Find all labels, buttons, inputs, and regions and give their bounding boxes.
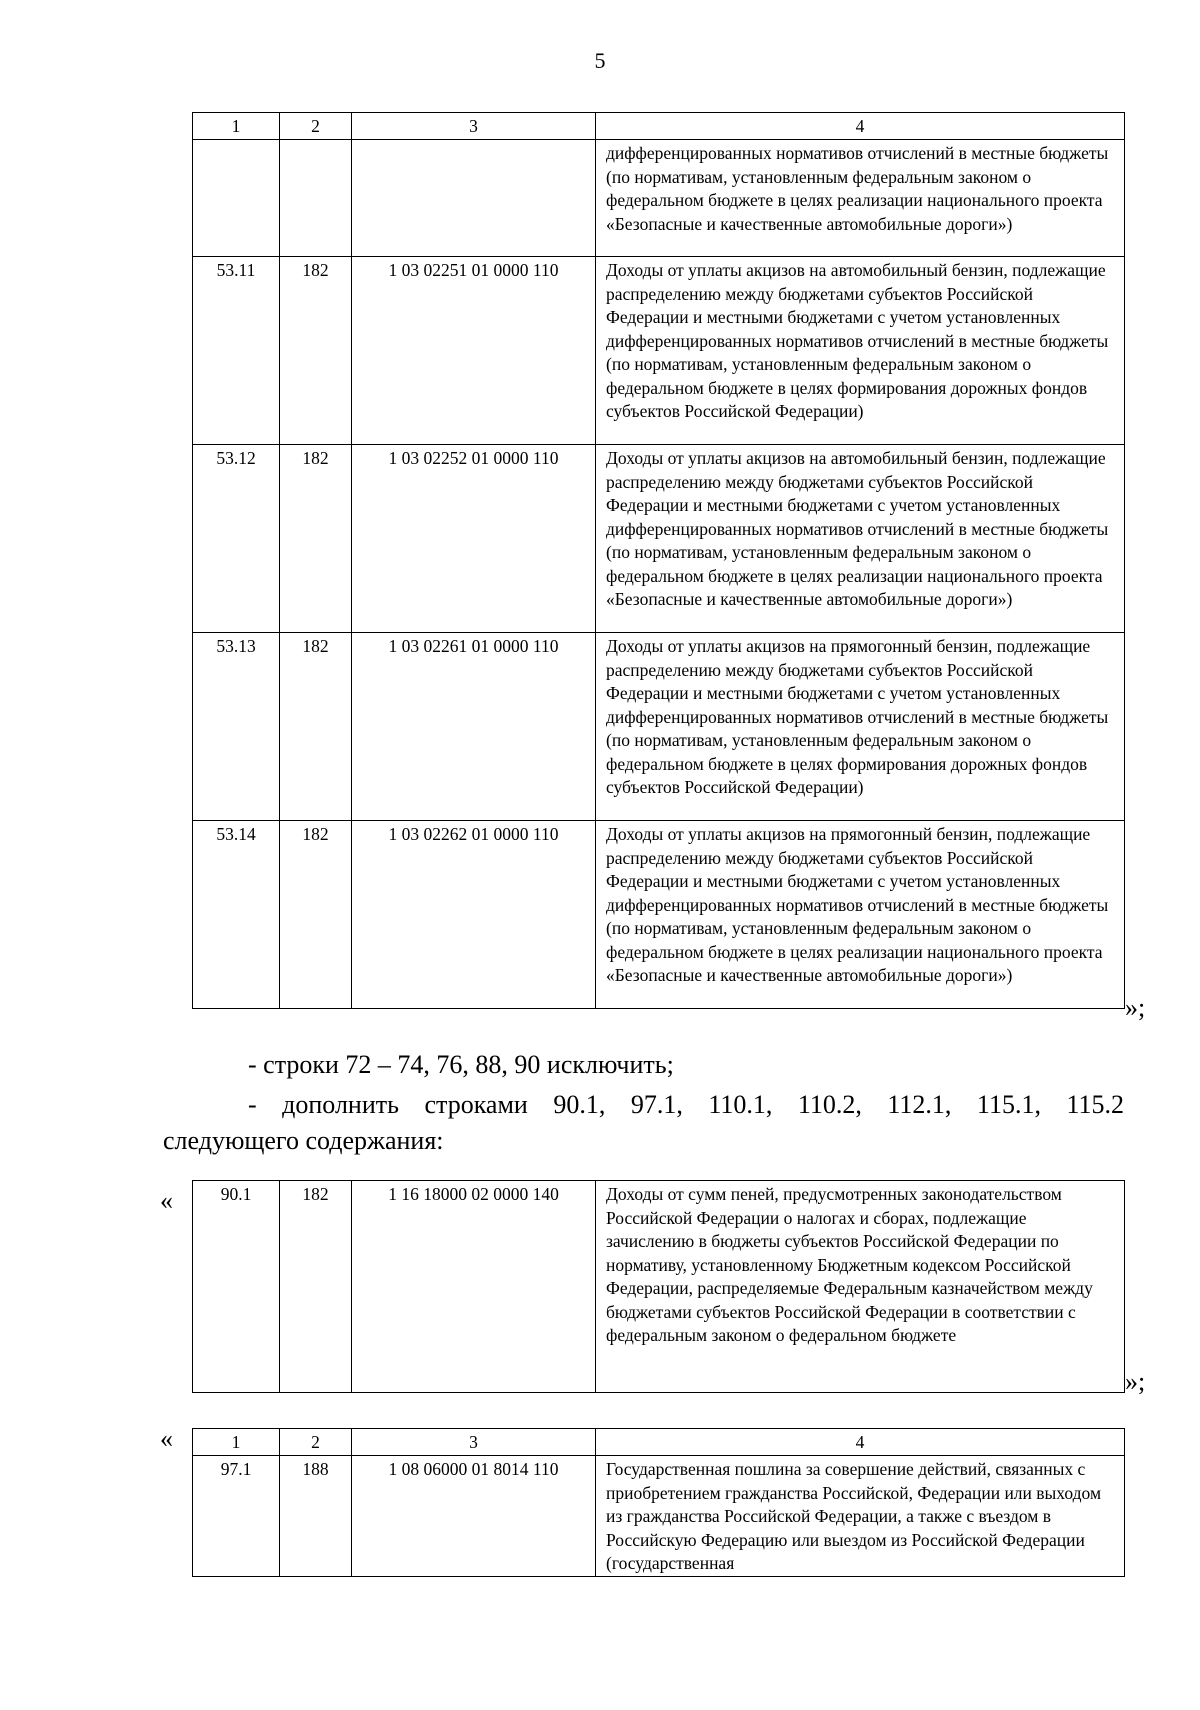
- closing-quote: »;: [1125, 993, 1146, 1022]
- table-row: [193, 140, 1125, 257]
- row-admin-code: 182: [280, 257, 352, 445]
- row-admin-code: 182: [280, 445, 352, 633]
- table-row: [193, 821, 1125, 1009]
- row-description: Доходы от уплаты акцизов на автомобильный бензин, подлежащие распределению между бюджетами субъектов Российской Федерации и местными бюджетами с учетом установленных дифференцированных нормативов отчислений в местные бюджеты (по нормативам, установленным федеральным законом о федеральном бюджете в целях реализации национального проекта «Безопасные и качественные автомобильные дороги»): [596, 445, 1125, 633]
- row-number: 53.11: [193, 257, 280, 445]
- opening-quote: «: [160, 1424, 173, 1453]
- page-number: 5: [594, 48, 606, 73]
- row-admin-code: 188: [280, 1456, 352, 1577]
- row-number: 90.1: [193, 1181, 280, 1393]
- row-budget-code: 1 03 02251 01 0000 110: [352, 257, 596, 445]
- table-header-row: [193, 113, 1125, 140]
- table-header-row: [193, 1429, 1125, 1456]
- row-admin-code: 182: [280, 1181, 352, 1393]
- row-number: 53.14: [193, 821, 280, 1009]
- row-description: Доходы от уплаты акцизов на прямогонный бензин, подлежащие распределению между бюджетами субъектов Российской Федерации и местными бюджетами с учетом установленных дифференцированных нормативов отчислений в местные бюджеты (по нормативам, установленным федеральным законом о федеральном бюджете в целях реализации национального проекта «Безопасные и качественные автомобильные дороги»): [596, 821, 1125, 1009]
- column-header: 1: [193, 1429, 280, 1456]
- row-budget-code: 1 16 18000 02 0000 140: [352, 1181, 596, 1393]
- column-header: 4: [596, 1429, 1125, 1456]
- row-budget-code: 1 03 02262 01 0000 110: [352, 821, 596, 1009]
- row-description: дифференцированных нормативов отчислений в местные бюджеты (по нормативам, установленным федеральным законом о федеральном бюджете в целях реализации национального проекта «Безопасные и качественные автомобильные дороги»): [596, 140, 1125, 257]
- row-admin-code: 182: [280, 821, 352, 1009]
- row-description: Доходы от уплаты акцизов на автомобильный бензин, подлежащие распределению между бюджетами субъектов Российской Федерации и местными бюджетами с учетом установленных дифференцированных нормативов отчислений в местные бюджеты (по нормативам, установленным федеральным законом о федеральном бюджете в целях формирования дорожных фондов субъектов Российской Федерации): [596, 257, 1125, 445]
- table-row: [193, 633, 1125, 821]
- revenue-table: [192, 112, 1125, 1009]
- column-header: 4: [596, 113, 1125, 140]
- added-row-table: [192, 1180, 1125, 1393]
- table-row: [193, 257, 1125, 445]
- row-budget-code: 1 03 02261 01 0000 110: [352, 633, 596, 821]
- column-header: 1: [193, 113, 280, 140]
- row-number: 53.12: [193, 445, 280, 633]
- row-number: 97.1: [193, 1456, 280, 1577]
- row-budget-code: 1 08 06000 01 8014 110: [352, 1456, 596, 1577]
- table-row: [193, 1181, 1125, 1393]
- column-header: 2: [280, 1429, 352, 1456]
- row-budget-code: 1 03 02252 01 0000 110: [352, 445, 596, 633]
- row-description: Доходы от уплаты акцизов на прямогонный бензин, подлежащие распределению между бюджетами субъектов Российской Федерации и местными бюджетами с учетом установленных дифференцированных нормативов отчислений в местные бюджеты (по нормативам, установленным федеральным законом о федеральном бюджете в целях формирования дорожных фондов субъектов Российской Федерации): [596, 633, 1125, 821]
- column-header: 2: [280, 113, 352, 140]
- row-admin-code: 182: [280, 633, 352, 821]
- row-description: Государственная пошлина за совершение действий, связанных с приобретением гражданства Российской, Федерации или выходом из гражданства Российской Федерации, а также с въездом в Российскую Федерацию или выездом из Российской Федерации (государственная: [596, 1456, 1125, 1577]
- instruction-add-rows-continued: следующего содержания:: [163, 1126, 444, 1155]
- column-header: 3: [352, 1429, 596, 1456]
- table-row: [193, 1456, 1125, 1577]
- instruction-add-rows: - дополнить строками 90.1, 97.1, 110.1, 110.2, 112.1, 115.1, 115.2: [248, 1090, 1124, 1119]
- added-row-table: [192, 1428, 1125, 1577]
- opening-quote: «: [160, 1186, 173, 1215]
- closing-quote: »;: [1125, 1367, 1146, 1396]
- row-number: 53.13: [193, 633, 280, 821]
- instruction-exclude-rows: - строки 72 – 74, 76, 88, 90 исключить;: [248, 1050, 674, 1079]
- row-description: Доходы от сумм пеней, предусмотренных законодательством Российской Федерации о налогах и сборах, подлежащие зачислению в бюджеты субъектов Российской Федерации по нормативу, установленному Бюджетным кодексом Российской Федерации, распределяемые Федеральным казначейством между бюджетами субъектов Российской Федерации в соответствии с федеральным законом о федеральном бюджете: [596, 1181, 1125, 1393]
- column-header: 3: [352, 113, 596, 140]
- table-row: [193, 445, 1125, 633]
